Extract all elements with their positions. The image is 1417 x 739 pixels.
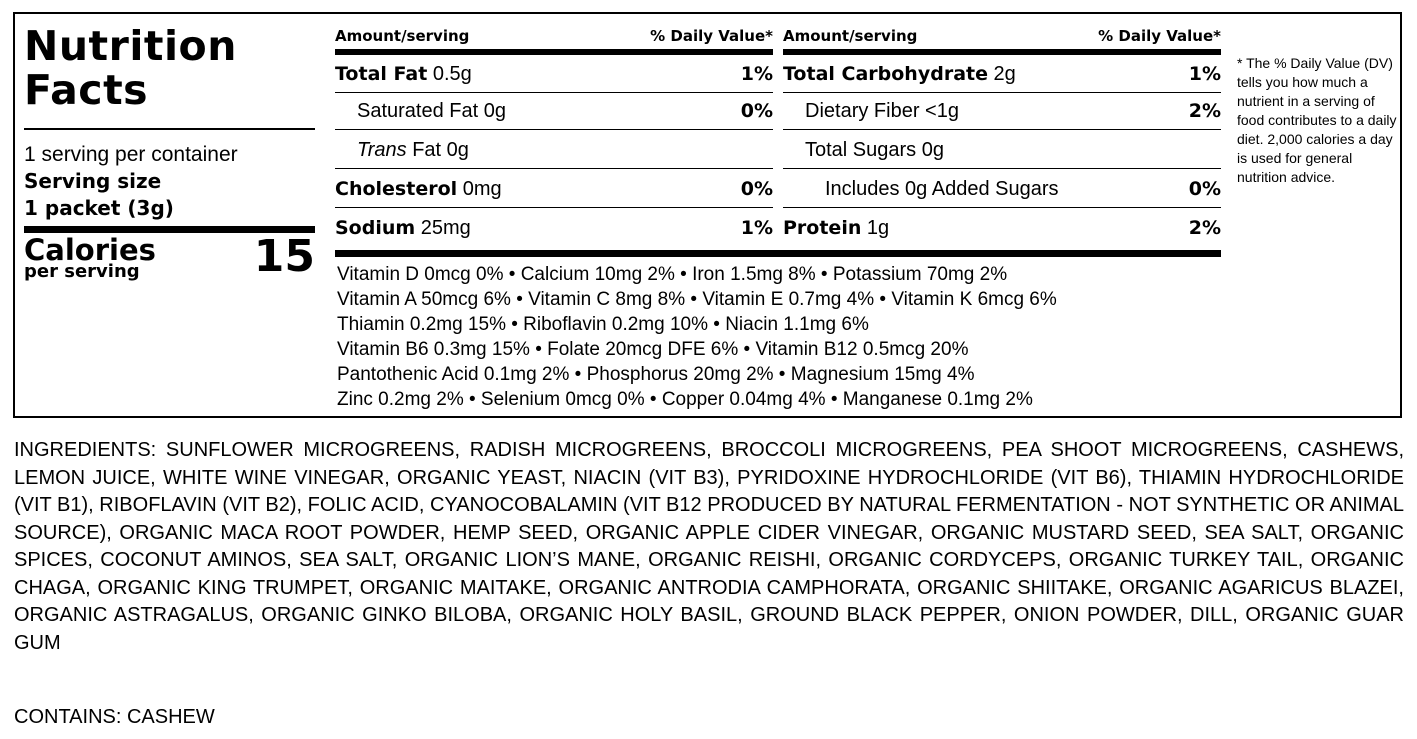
amount-serving-header: Amount/serving [783, 27, 918, 45]
panel-title [24, 24, 237, 112]
nutrient-dv: 2% [1188, 100, 1221, 122]
column-header [335, 25, 773, 47]
nutrient-text: Total Sugars 0g [805, 139, 944, 161]
column-header [783, 25, 1221, 47]
nutrient-italic: Trans [357, 139, 407, 161]
nutrient-name: Sodium [335, 217, 416, 239]
nutrition-facts-panel [13, 12, 1402, 418]
nutrient-amount: 25mg [415, 217, 471, 239]
nutrient-amount: 2g [987, 63, 1016, 85]
thick-divider [335, 49, 773, 55]
nutrient-dv: 1% [740, 217, 773, 239]
nutrient-amount: 0mg [457, 178, 502, 200]
daily-value-header: % Daily Value* [650, 27, 773, 45]
nutrient-row-trans-fat [335, 132, 773, 169]
nutrient-row-dietary-fiber [783, 93, 1221, 130]
nutrient-amount: 0.5g [427, 63, 472, 85]
daily-value-footnote: * The % Daily Value (DV) tells you how much a nutrient in a serving of food contributes to a daily diet. 2,000 calories a day is used for general nutrition advice. [1237, 55, 1397, 185]
nutrient-row-total-fat [335, 56, 773, 93]
allergen-statement: CONTAINS: CASHEW [14, 706, 215, 728]
nutrient-row-saturated-fat [335, 93, 773, 130]
vitamin-line: Vitamin D 0mcg 0% • Calcium 10mg 2% • Iron 1.5mg 8% • Potassium 70mg 2% [337, 264, 1008, 285]
nutrient-dv: 1% [740, 63, 773, 85]
nutrient-row-total-sugars [783, 132, 1221, 169]
nutrient-dv: 1% [1188, 63, 1221, 85]
nutrient-name: Cholesterol [335, 178, 458, 200]
nutrient-row-added-sugars [783, 171, 1221, 208]
vitamin-line: Thiamin 0.2mg 15% • Riboflavin 0.2mg 10% • Niacin 1.1mg 6% [337, 314, 869, 335]
nutrient-row-cholesterol [335, 171, 773, 208]
title-line-1: Nutrition [24, 22, 237, 70]
summary-column [15, 14, 318, 416]
nutrient-row-protein [783, 210, 1221, 247]
nutrient-amount: Fat 0g [406, 139, 469, 161]
nutrient-name: Total Carbohydrate [783, 63, 988, 85]
title-line-2: Facts [24, 66, 149, 114]
calories-sub-label: per serving [24, 261, 140, 282]
vitamin-line: Zinc 0.2mg 2% • Selenium 0mcg 0% • Copper 0.04mg 4% • Manganese 0.1mg 2% [337, 389, 1033, 410]
amount-serving-header: Amount/serving [335, 27, 470, 45]
nutrient-row-sodium [335, 210, 773, 247]
nutrient-amount: 1g [861, 217, 890, 239]
nutrient-dv: 2% [1188, 217, 1221, 239]
servings-per-container: 1 serving per container [24, 143, 238, 166]
serving-size-label: Serving size [24, 169, 162, 193]
nutrient-name: Total Fat [335, 63, 428, 85]
daily-value-header: % Daily Value* [1098, 27, 1221, 45]
vitamin-line: Vitamin A 50mcg 6% • Vitamin C 8mg 8% • Vitamin E 0.7mg 4% • Vitamin K 6mcg 6% [337, 289, 1057, 310]
nutrient-text: Dietary Fiber <1g [805, 100, 959, 122]
vitamins-minerals [337, 262, 1227, 412]
nutrient-dv: 0% [740, 178, 773, 200]
nutrient-dv: 0% [740, 100, 773, 122]
nutrient-dv: 0% [1188, 178, 1221, 200]
vitamin-line: Vitamin B6 0.3mg 15% • Folate 20mcg DFE 6% • Vitamin B12 0.5mcg 20% [337, 339, 969, 360]
nutrient-text: Saturated Fat 0g [357, 100, 506, 122]
divider [24, 128, 315, 130]
vitamin-line: Pantothenic Acid 0.1mg 2% • Phosphorus 20mg 2% • Magnesium 15mg 4% [337, 364, 975, 385]
thick-divider [783, 49, 1221, 55]
nutrient-text: Includes 0g Added Sugars [825, 178, 1059, 200]
thick-divider [335, 250, 1221, 257]
calories-value: 15 [253, 231, 315, 282]
ingredients-list: INGREDIENTS: SUNFLOWER MICROGREENS, RADISH MICROGREENS, BROCCOLI MICROGREENS, PEA SHOOT MICROGREENS, CASHEWS, LEMON JUICE, WHITE WINE VINEGAR, ORGANIC YEAST, NIACIN (VIT B3), PYRIDOXINE HYDROCHLORIDE (VIT B6), THIAMIN HYDROCHLORIDE (VIT B1), RIBOFLAVIN (VIT B2), FOLIC ACID, CYANOCOBALAMIN (VIT B12 PRODUCED BY NATURAL FERMENTATION - NOT SYNTHETIC OR ANIMAL SOURCE), ORGANIC MACA ROOT POWDER, HEMP SEED, ORGANIC APPLE CIDER VINEGAR, ORGANIC MUSTARD SEED, SEA SALT, ORGANIC SPICES, COCONUT AMINOS, SEA SALT, ORGANIC LION’S MANE, ORGANIC REISHI, ORGANIC CORDYCEPS, ORGANIC TURKEY TAIL, ORGANIC CHAGA, ORGANIC KING TRUMPET, ORGANIC MAITAKE, ORGANIC ANTRODIA CAMPHORATA, ORGANIC SHIITAKE, ORGANIC AGARICUS BLAZEI, ORGANIC ASTRAGALUS, ORGANIC GINKO BILOBA, ORGANIC HOLY BASIL, GROUND BLACK PEPPER, ONION POWDER, DILL, ORGANIC GUAR GUM [14, 439, 1404, 654]
calories-label: Calories [24, 233, 156, 267]
nutrient-name: Protein [783, 217, 862, 239]
nutrient-row-total-carbohydrate [783, 56, 1221, 93]
serving-size-value: 1 packet (3g) [24, 196, 174, 220]
